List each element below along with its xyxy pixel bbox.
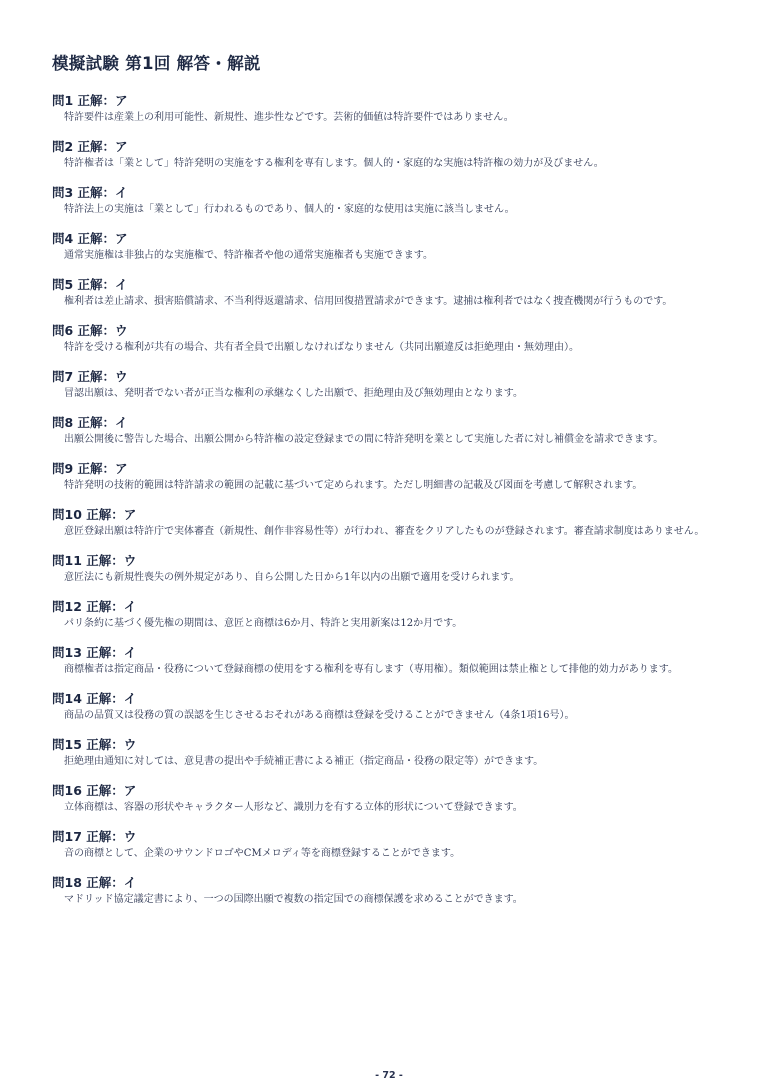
answer-item-1	[52, 92, 712, 126]
answer-explanation: 出願公開後に警告した場合、出願公開から特許権の設定登録までの間に特許発明を業として実施した者に対し補償金を請求できます。	[64, 434, 664, 445]
answer-item-5	[52, 276, 712, 310]
answer-explanation: 通常実施権は非独占的な実施権で、特許権者や他の通常実施権者も実施できます。	[64, 250, 433, 261]
answer-explanation: 意匠法にも新規性喪失の例外規定があり、自ら公開した日から1年以内の出願で適用を受けられます。	[64, 572, 520, 583]
answer-explanation: パリ条約に基づく優先権の期間は、意匠と商標は6か月、特許と実用新案は12か月です。	[64, 618, 463, 629]
answer-item-16	[52, 782, 712, 816]
answer-explanation: 意匠登録出願は特許庁で実体審査（新規性、創作非容易性等）が行われ、審査をクリアしたものが登録されます。審査請求制度はありません。	[64, 526, 705, 537]
answer-heading: 問16 正解：ア	[52, 783, 137, 798]
answer-explanation: 特許発明の技術的範囲は特許請求の範囲の記載に基づいて定められます。ただし明細書の記載及び図面を考慮して解釈されます。	[64, 480, 643, 491]
answer-item-15	[52, 736, 712, 770]
answer-heading: 問2 正解：ア	[52, 139, 128, 154]
answer-explanation: 冒認出願は、発明者でない者が正当な権利の承継なくした出願で、拒絶理由及び無効理由となります。	[64, 388, 523, 399]
answer-explanation: マドリッド協定議定書により、一つの国際出願で複数の指定国での商標保護を求めることができます。	[64, 894, 523, 905]
page-title: 模擬試験 第1回 解答・解説	[52, 54, 261, 73]
answer-item-10	[52, 506, 712, 540]
answer-explanation: 特許要件は産業上の利用可能性、新規性、進歩性などです。芸術的価値は特許要件ではありません。	[64, 112, 514, 123]
answer-item-2	[52, 138, 712, 172]
answer-heading: 問4 正解：ア	[52, 231, 128, 246]
answer-heading: 問9 正解：ア	[52, 461, 128, 476]
answer-heading: 問3 正解：イ	[52, 185, 128, 200]
answer-explanation: 商品の品質又は役務の質の誤認を生じさせるおそれがある商標は登録を受けることができません（4条1項16号）。	[64, 710, 575, 721]
answer-item-8	[52, 414, 712, 448]
page-number: - 72 -	[375, 1070, 403, 1081]
answer-heading: 問13 正解：イ	[52, 645, 137, 660]
answer-heading: 問1 正解：ア	[52, 93, 128, 108]
answer-item-18	[52, 874, 712, 908]
answer-item-9	[52, 460, 712, 494]
answer-explanation: 特許を受ける権利が共有の場合、共有者全員で出願しなければなりません（共同出願違反は拒絶理由・無効理由）。	[64, 342, 579, 353]
answer-explanation: 音の商標として、企業のサウンドロゴやCMメロディ等を商標登録することができます。	[64, 848, 461, 859]
answer-heading: 問8 正解：イ	[52, 415, 128, 430]
answer-item-3	[52, 184, 712, 218]
answer-heading: 問12 正解：イ	[52, 599, 137, 614]
answer-heading: 問14 正解：イ	[52, 691, 137, 706]
answer-heading: 問7 正解：ウ	[52, 369, 128, 384]
answer-item-17	[52, 828, 712, 862]
answer-heading: 問18 正解：イ	[52, 875, 137, 890]
answer-heading: 問11 正解：ウ	[52, 553, 137, 568]
answer-heading: 問5 正解：イ	[52, 277, 128, 292]
answer-item-6	[52, 322, 712, 356]
answer-list	[52, 92, 712, 920]
answer-explanation: 権利者は差止請求、損害賠償請求、不当利得返還請求、信用回復措置請求ができます。逮捕は権利者ではなく捜査機関が行うものです。	[64, 296, 673, 307]
answer-explanation: 特許権者は「業として」特許発明の実施をする権利を専有します。個人的・家庭的な実施は特許権の効力が及びません。	[64, 158, 604, 169]
answer-item-14	[52, 690, 712, 724]
answer-heading: 問10 正解：ア	[52, 507, 137, 522]
answer-heading: 問15 正解：ウ	[52, 737, 137, 752]
answer-explanation: 商標権者は指定商品・役務について登録商標の使用をする権利を専有します（専用権）。類似範囲は禁止権として排他的効力があります。	[64, 664, 678, 675]
answer-heading: 問17 正解：ウ	[52, 829, 137, 844]
answer-heading: 問6 正解：ウ	[52, 323, 128, 338]
answer-explanation: 立体商標は、容器の形状やキャラクター人形など、識別力を有する立体的形状について登録できます。	[64, 802, 523, 813]
answer-explanation: 特許法上の実施は「業として」行われるものであり、個人的・家庭的な使用は実施に該当しません。	[64, 204, 515, 215]
answer-item-13	[52, 644, 712, 678]
answer-item-12	[52, 598, 712, 632]
answer-item-4	[52, 230, 712, 264]
answer-item-11	[52, 552, 712, 586]
answer-explanation: 拒絶理由通知に対しては、意見書の提出や手続補正書による補正（指定商品・役務の限定等）ができます。	[64, 756, 544, 767]
answer-item-7	[52, 368, 712, 402]
